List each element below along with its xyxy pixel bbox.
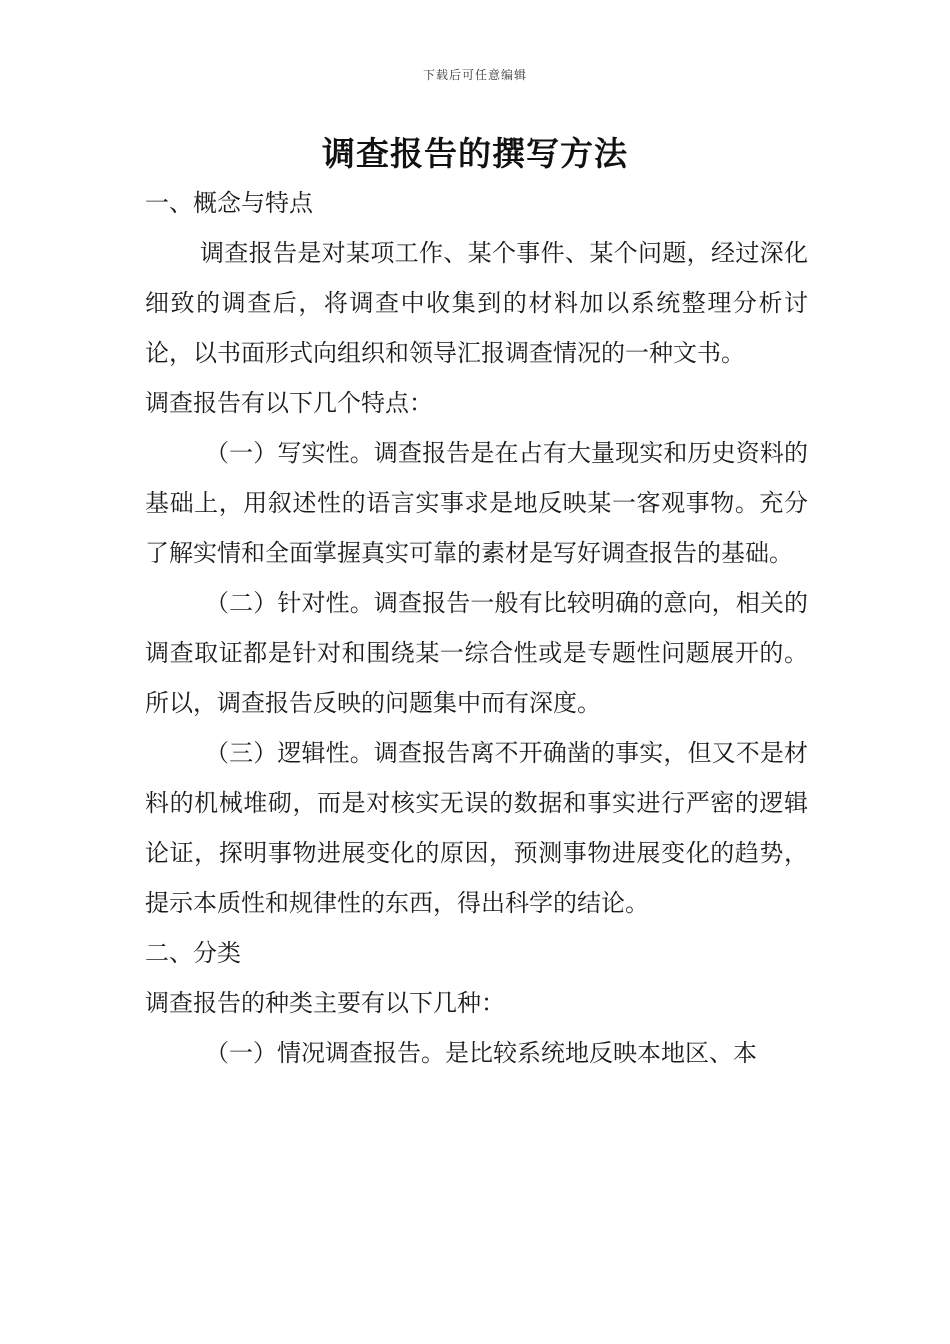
paragraph-type-situation: （一）情况调查报告。是比较系统地反映本地区、本 xyxy=(205,1039,757,1067)
paragraph-feature-realism: （一）写实性。调查报告是在占有大量现实和历史资料的基础上，用叙述性的语言实事求是地反映某一客观事物。充分了解实情和全面掌握真实可靠的素材是写好调查报告的基础。 xyxy=(145,439,808,567)
paragraph-types-intro: 调查报告的种类主要有以下几种： xyxy=(145,989,505,1017)
document-title: 调查报告的撰写方法 xyxy=(322,134,628,173)
header-note: 下载后可任意编辑 xyxy=(422,68,527,82)
section-heading-concept: 一、概念与特点 xyxy=(145,189,313,217)
paragraph-feature-targeted: （二）针对性。调查报告一般有比较明确的意向，相关的调查取证都是针对和围绕某一综合性或是专题性问题展开的。所以，调查报告反映的问题集中而有深度。 xyxy=(145,589,808,717)
section-heading-classification: 二、分类 xyxy=(145,939,241,967)
paragraph-definition: 调查报告是对某项工作、某个事件、某个问题，经过深化细致的调查后，将调查中收集到的材料加以系统整理分析讨论，以书面形式向组织和领导汇报调查情况的一种文书。 xyxy=(145,239,808,367)
paragraph-features-intro: 调查报告有以下几个特点： xyxy=(145,389,433,417)
paragraph-feature-logic: （三）逻辑性。调查报告离不开确凿的事实，但又不是材料的机械堆砌，而是对核实无误的数据和事实进行严密的逻辑论证，探明事物进展变化的原因，预测事物进展变化的趋势，提示本质性和规律性的东西，得出科学的结论。 xyxy=(145,739,808,917)
document-body xyxy=(145,178,808,1078)
